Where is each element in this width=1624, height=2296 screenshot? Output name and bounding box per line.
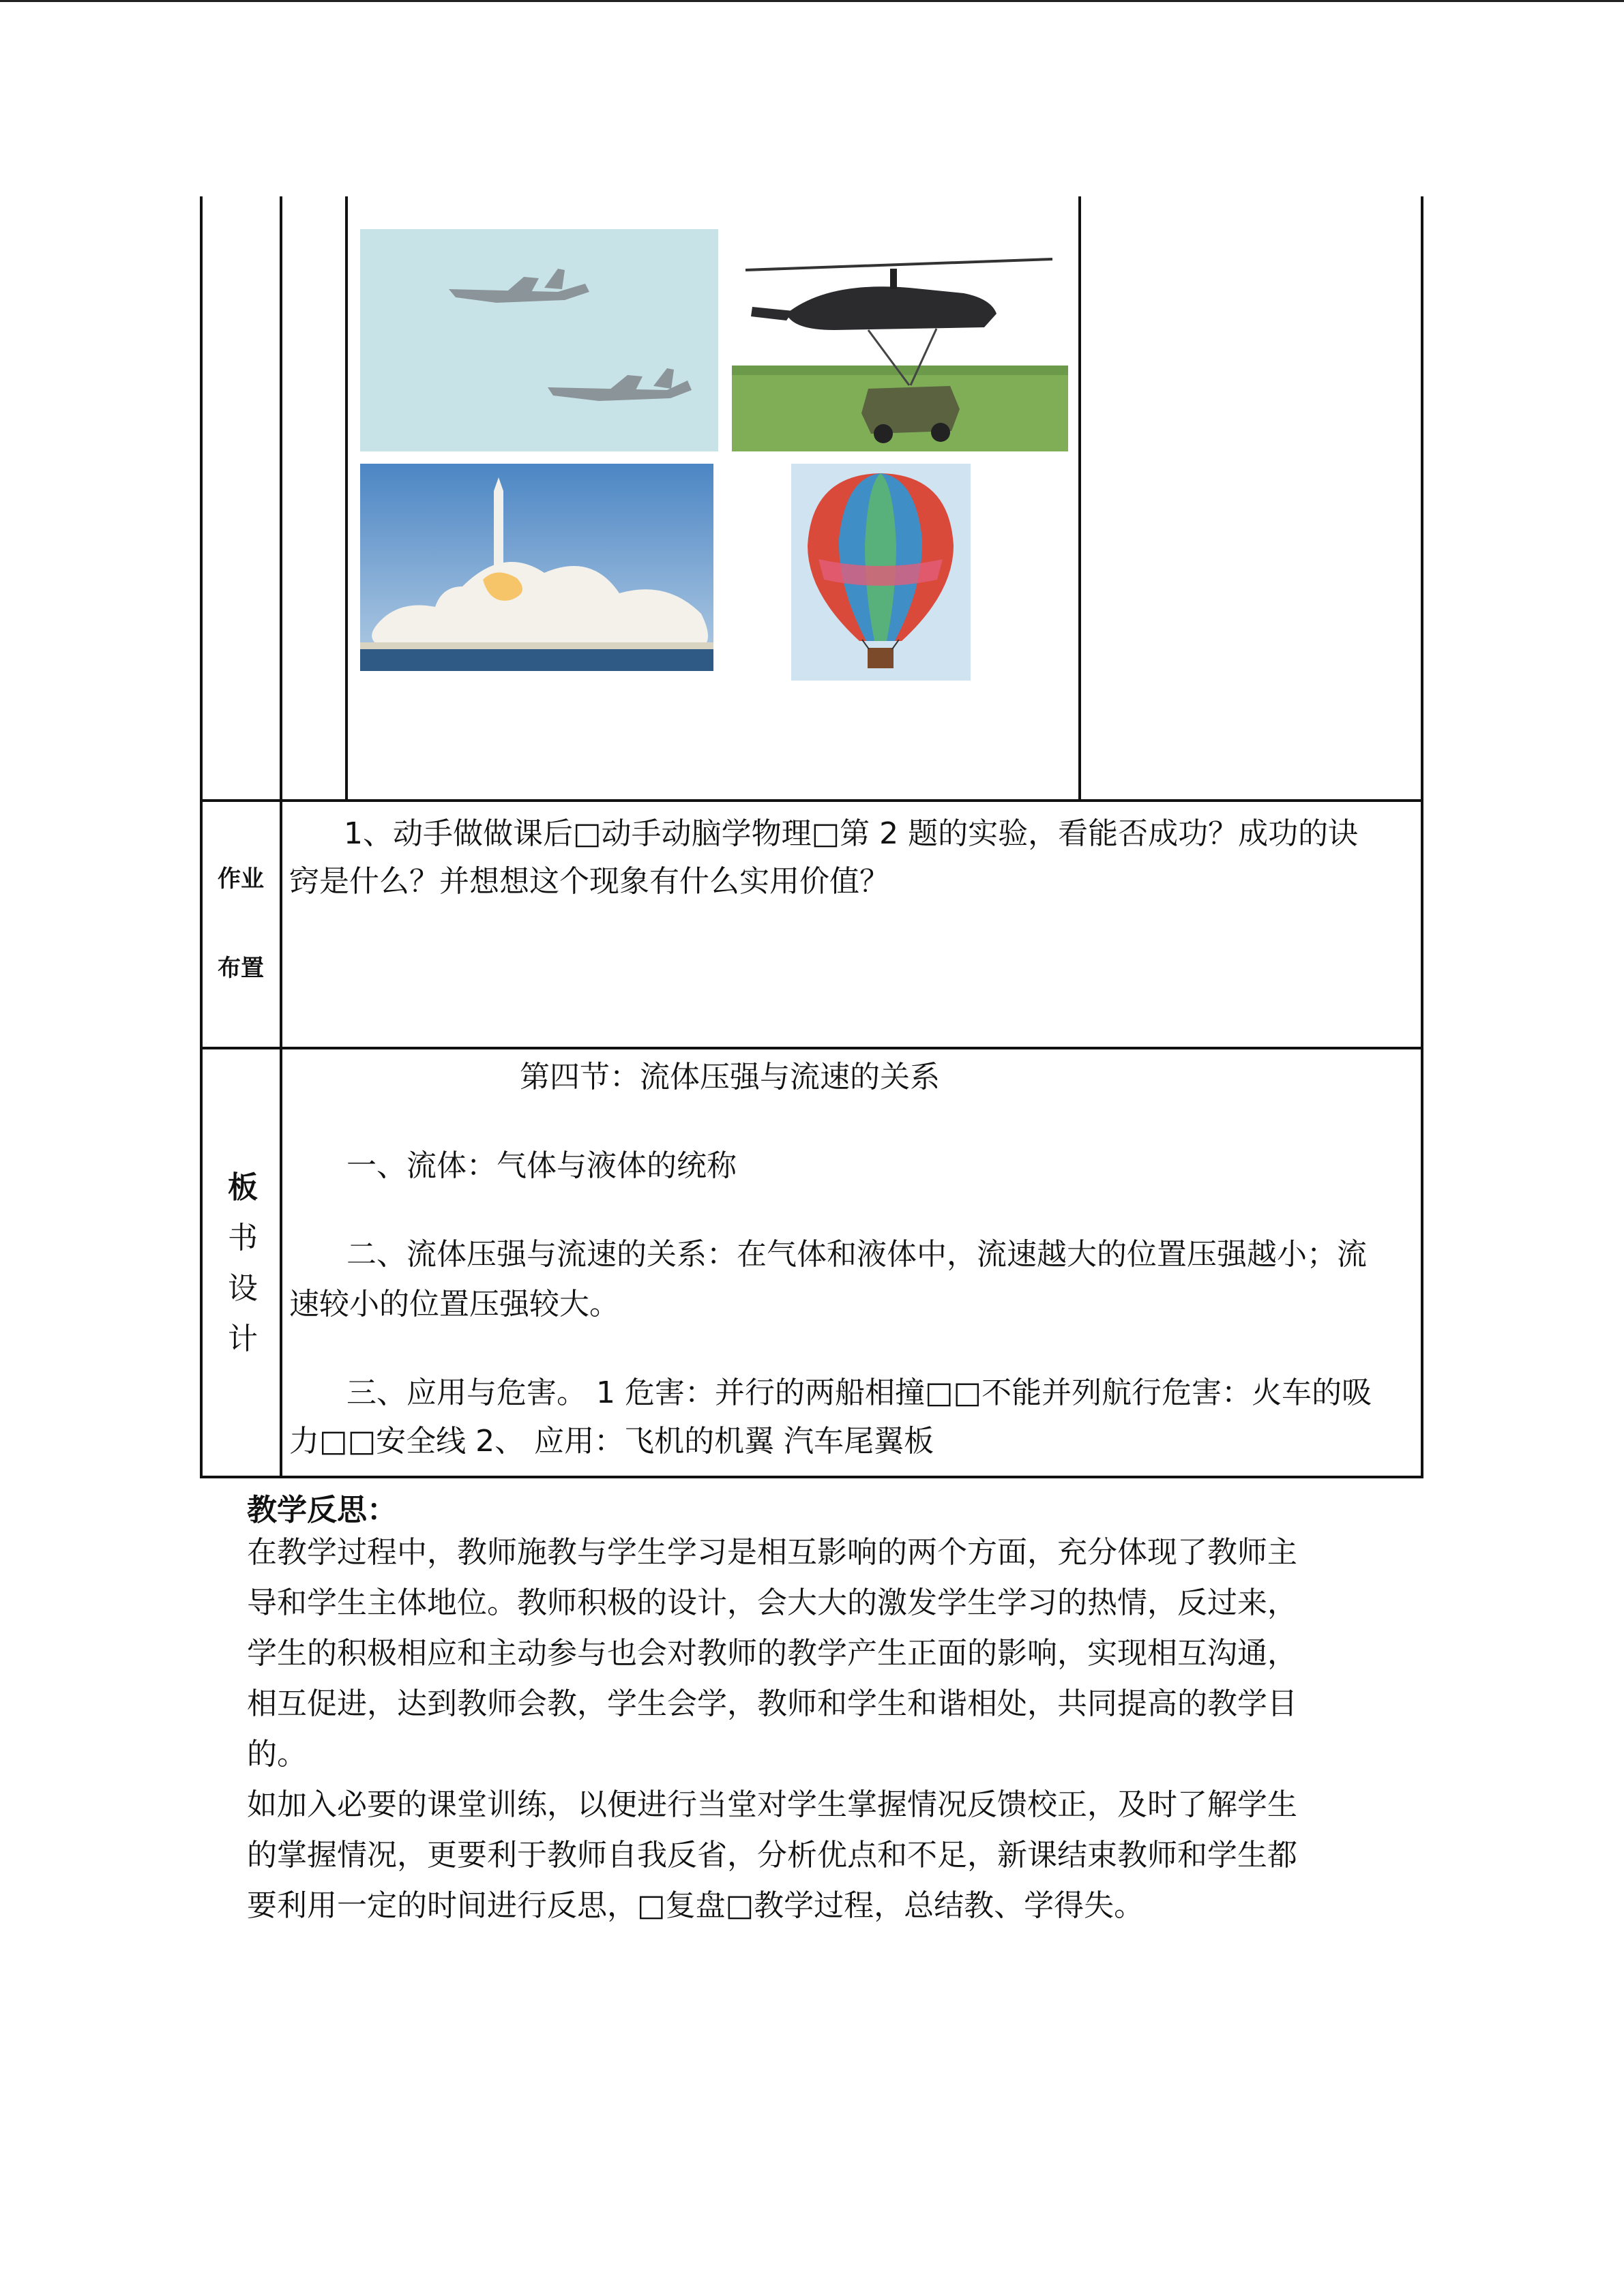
homework-text-line2: 窍是什么？并想想这个现象有什么实用价值？ xyxy=(289,864,889,899)
hot-air-balloon-photo xyxy=(791,464,971,681)
board-item-3-line2: 力□□安全线 2、 应用：飞机的机翼 汽车尾翼板 xyxy=(289,1424,934,1459)
board-title: 第四节：流体压强与流速的关系 xyxy=(520,1060,940,1094)
board-item-2-line2: 速较小的位置压强较大。 xyxy=(289,1287,619,1322)
table-divider-inner-right xyxy=(1078,196,1081,801)
board-design-label xyxy=(205,1163,281,1365)
table-divider-inner-left xyxy=(345,196,348,801)
reflection-title: 教学反思： xyxy=(247,1493,397,1527)
reflection-line: 导和学生主体地位。教师积极的设计，会大大的激发学生学习的热情，反过来， xyxy=(247,1585,1297,1620)
homework-label-line2: 布置 xyxy=(218,955,264,982)
homework-text-line1: 1、动手做做课后□动手动脑学物理□第 2 题的实验，看能否成功？成功的诀 xyxy=(344,816,1359,851)
table-row-divider-2 xyxy=(200,1047,1423,1049)
reflection-line: 要利用一定的时间进行反思，□复盘□教学过程，总结教、学得失。 xyxy=(247,1888,1145,1923)
reflection-line: 相互促进，达到教师会教，学生会学，教师和学生和谐相处，共同提高的教学目 xyxy=(247,1686,1297,1721)
reflection-line: 学生的积极相应和主动参与也会对教师的教学产生正面的影响，实现相互沟通， xyxy=(247,1636,1297,1671)
board-label-char-4: 计 xyxy=(228,1322,258,1356)
homework-label-line1: 作业 xyxy=(218,865,264,893)
board-label-char-1: 板 xyxy=(228,1170,258,1205)
reflection-line: 如加入必要的课堂训练，以便进行当堂对学生掌握情况反馈校正，及时了解学生 xyxy=(247,1787,1297,1822)
helicopter-lifting-vehicle-photo xyxy=(732,245,1068,451)
fighter-jets-photo xyxy=(360,229,718,451)
reflection-line: 在教学过程中，教师施教与学生学习是相互影响的两个方面，充分体现了教师主 xyxy=(247,1535,1297,1570)
page-top-rule xyxy=(0,0,1624,2)
board-item-1: 一、流体：气体与液体的统称 xyxy=(346,1148,737,1183)
table-row-divider-1 xyxy=(200,799,1423,802)
board-item-3-line1: 三、应用与危害。 1 危害：并行的两船相撞□□不能并列航行危害：火车的吸 xyxy=(346,1375,1372,1410)
reflection-line: 的。 xyxy=(247,1737,307,1772)
board-label-char-3: 设 xyxy=(228,1271,258,1306)
reflection-line: 的掌握情况，更要利于教师自我反省，分析优点和不足，新课结束教师和学生都 xyxy=(247,1838,1297,1873)
rocket-launch-photo xyxy=(360,464,713,671)
board-label-char-2: 书 xyxy=(228,1221,258,1255)
board-item-2-line1: 二、流体压强与流速的关系：在气体和液体中，流速越大的位置压强越小；流 xyxy=(346,1237,1367,1272)
